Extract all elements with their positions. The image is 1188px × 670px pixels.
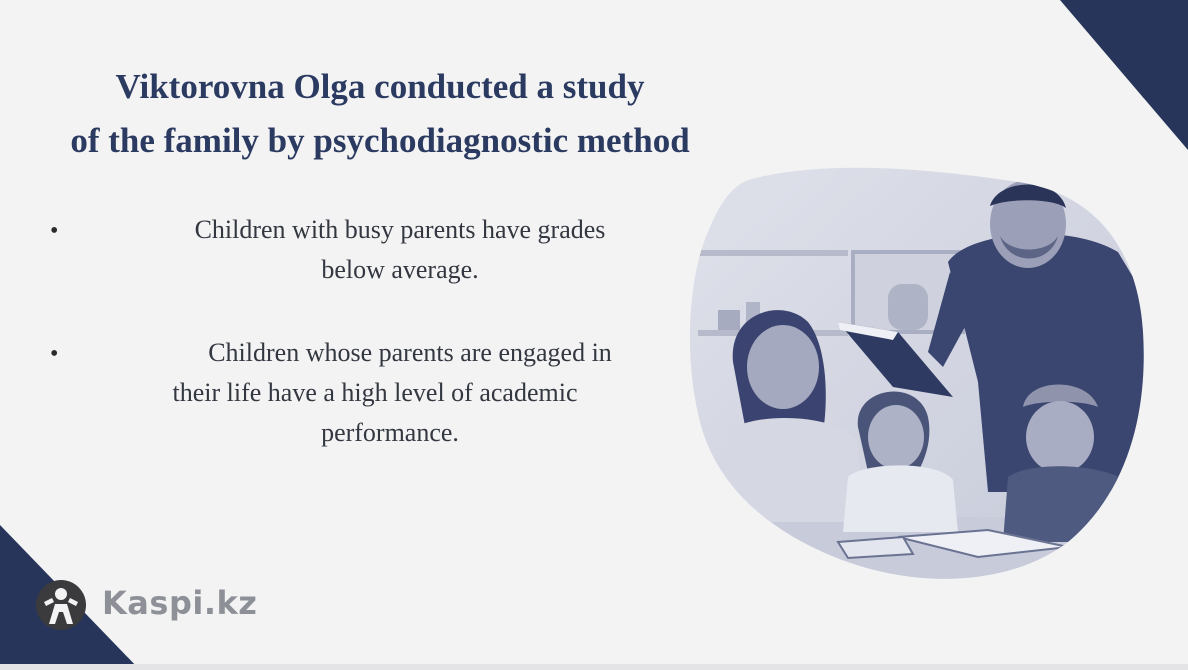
bullet-2-line-1: Children whose parents are engaged in: [208, 338, 612, 367]
slide-title: [20, 60, 740, 168]
bullet-2-line-2: their life have a high level of academic: [172, 378, 578, 407]
kaspi-logo-icon: [34, 578, 88, 632]
bullet-text-1: [130, 210, 670, 290]
bottom-edge: [0, 664, 1188, 670]
family-reading-photo: [688, 162, 1148, 582]
corner-triangle-top-right: [1028, 0, 1188, 150]
bullet-marker-1: •: [50, 218, 59, 244]
bullet-text-2: [110, 333, 670, 453]
title-line-2: of the family by psychodiagnostic method: [70, 121, 690, 160]
bullet-1-line-2: below average.: [321, 255, 479, 284]
kaspi-brand-text: Kaspi.kz: [102, 584, 258, 622]
kaspi-watermark: [34, 578, 274, 634]
bullet-1-line-1: Children with busy parents have grades: [194, 215, 606, 244]
bullet-2-line-3: performance.: [321, 418, 459, 447]
bullet-marker-2: •: [50, 341, 59, 367]
title-line-1: Viktorovna Olga conducted a study: [115, 67, 645, 106]
